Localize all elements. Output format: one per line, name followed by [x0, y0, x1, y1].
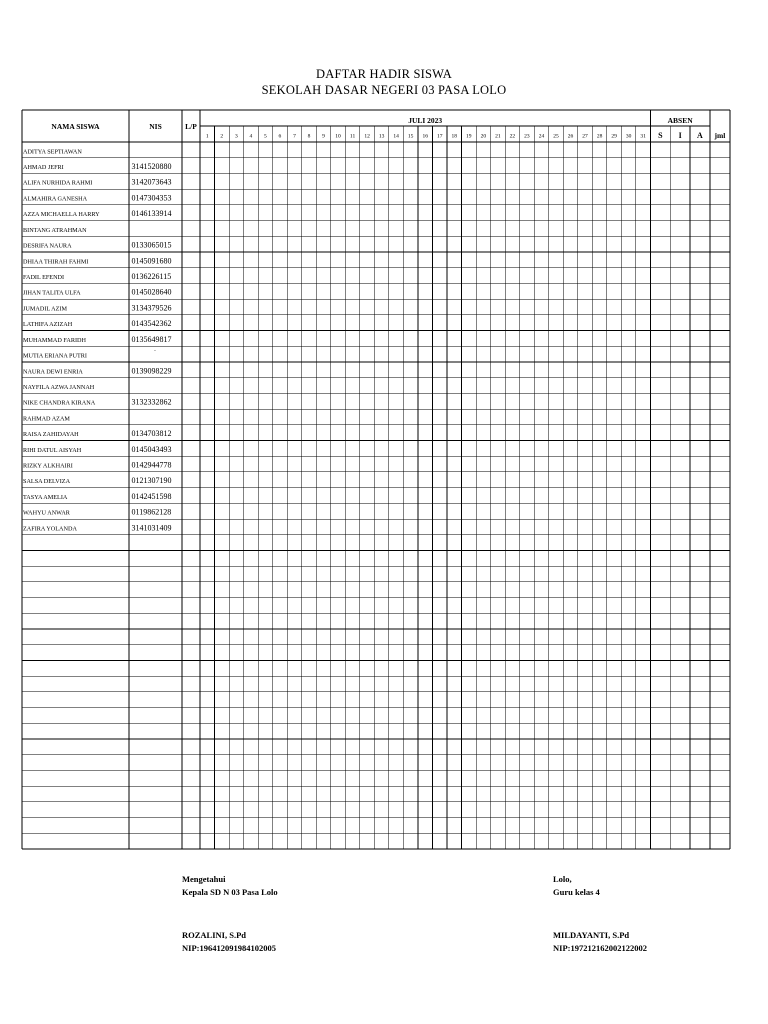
student-nis: 0133065015 [131, 240, 172, 250]
day-number: 19 [466, 133, 472, 140]
student-name: WAHYU ANWAR [23, 509, 70, 517]
student-name: LATHIFA AZIZAH [23, 321, 73, 329]
day-number: 26 [567, 133, 574, 140]
day-number: 10 [335, 133, 341, 140]
day-number: 9 [322, 133, 325, 140]
day-number: 25 [553, 133, 559, 140]
student-name: ZAFIRA YOLANDA [23, 525, 77, 533]
day-number: 31 [640, 133, 646, 140]
day-number: 13 [378, 133, 385, 140]
student-name: RIHI DATUL AISYAH [23, 446, 82, 454]
day-number: 14 [393, 133, 399, 140]
day-number: 8 [307, 133, 311, 140]
student-nis: 0134703812 [131, 429, 172, 439]
student-name: TASYA AMELIA [23, 493, 68, 501]
day-number: 18 [451, 133, 458, 140]
student-name: JUMADIL AZIM [23, 305, 67, 313]
student-nis: 3141520880 [131, 162, 172, 172]
header-absen-i: I [678, 131, 682, 140]
student-name: ADITYA SEPTIAWAN [23, 148, 82, 156]
student-name: AZZA MICHAELLA HARRY [23, 211, 100, 219]
day-number: 21 [495, 133, 501, 140]
student-name: DESRIFA NAURA [23, 242, 72, 250]
header-jml: jml [714, 131, 726, 140]
student-nis: 0143542362 [131, 319, 172, 329]
student-name: FADIL EFENDI [23, 274, 65, 282]
student-nis: 3141031409 [131, 523, 172, 533]
day-number: 29 [611, 133, 617, 140]
signature-left-line2: Kepala SD N 03 Pasa Lolo [182, 887, 278, 897]
student-nis: 0136226115 [131, 272, 172, 282]
header-nis: NIS [149, 122, 162, 131]
student-name: ALIFA NURHIDA RAHMI [23, 179, 93, 187]
student-name: DHIAA THIRAH FAHMI [23, 258, 89, 266]
student-nis: 0146133914 [131, 209, 172, 219]
header-absen-a: A [697, 131, 703, 140]
student-name: NAYFILA AZWA JANNAH [23, 383, 95, 391]
student-name: BINTANG ATRAHMAN [23, 226, 87, 234]
student-nis: 0145091680 [131, 256, 172, 266]
signature-left-nip: NIP:196412091984102005 [182, 943, 276, 953]
school-name: SEKOLAH DASAR NEGERI 03 PASA LOLO [261, 83, 507, 97]
page-title: DAFTAR HADIR SISWA [316, 67, 452, 81]
student-name: ALMAHIRA GANESHA [23, 195, 88, 203]
student-nis: ` [154, 350, 156, 357]
student-name: RAHMAD AZAM [23, 415, 70, 423]
student-name: SALSA DELVIZA [23, 478, 71, 486]
student-nis: 0139098229 [131, 366, 172, 376]
student-nis: 0147304353 [131, 193, 172, 203]
day-number: 7 [293, 133, 296, 140]
day-number: 23 [524, 133, 530, 140]
student-name: JIHAN TALITA ULFA [23, 289, 81, 297]
day-number: 30 [625, 133, 632, 140]
student-nis: 3134379526 [131, 303, 172, 313]
student-nis: 0121307190 [131, 476, 172, 486]
day-number: 22 [509, 133, 516, 140]
day-number: 28 [596, 133, 603, 140]
day-number: 2 [220, 133, 224, 140]
student-name: MUHAMMAD FARIDH [23, 336, 86, 344]
header-nama-siswa: NAMA SISWA [51, 122, 100, 131]
day-number: 16 [422, 133, 428, 140]
student-name: MUTIA ERIANA PUTRI [23, 352, 87, 360]
header-absen: ABSEN [667, 116, 693, 125]
student-name: AHMAD JEFRI [23, 164, 64, 172]
student-name: NIKE CHANDRA KIRANA [23, 399, 96, 407]
day-number: 11 [349, 133, 356, 140]
student-name: NAURA DEWI ENRIA [23, 368, 83, 376]
student-nis: 0135649817 [131, 334, 172, 344]
student-nis: 3142073643 [131, 177, 172, 187]
day-number: 4 [249, 133, 253, 140]
student-nis: 0145043493 [131, 444, 172, 454]
day-number: 12 [364, 133, 370, 140]
day-number: 1 [205, 133, 209, 140]
student-nis: 0142944778 [131, 460, 172, 470]
signature-right-line1: Lolo, [553, 874, 572, 884]
student-nis: 3132332862 [131, 397, 172, 407]
day-number: 27 [582, 133, 588, 140]
header-month: JULI 2023 [408, 116, 443, 125]
header-absen-s: S [658, 131, 663, 140]
signature-left-line1: Mengetahui [182, 874, 226, 884]
signature-right-nip: NIP:197212162002122002 [553, 943, 647, 953]
signature-left [182, 873, 278, 955]
day-number: 6 [278, 133, 282, 140]
signature-left-name: ROZALINI, S.Pd [182, 930, 247, 940]
student-name: RAISA ZAHIDAYAH [23, 431, 79, 439]
day-number: 3 [234, 133, 238, 140]
signature-right-line2: Guru kelas 4 [553, 887, 600, 897]
day-number: 20 [480, 133, 487, 140]
day-number: 15 [407, 133, 414, 140]
day-number: 24 [538, 133, 545, 140]
day-number: 5 [264, 133, 267, 140]
day-number: 17 [436, 133, 443, 140]
signature-right-name: MILDAYANTI, S.Pd [553, 930, 630, 940]
student-nis: 0145028640 [131, 287, 172, 297]
student-nis: 0142451598 [131, 491, 172, 501]
student-name: RIZKY ALKHAIRI [23, 462, 73, 470]
student-nis: 0119862128 [131, 507, 172, 517]
signature-right [553, 873, 647, 955]
header-lp: L/P [185, 122, 197, 131]
